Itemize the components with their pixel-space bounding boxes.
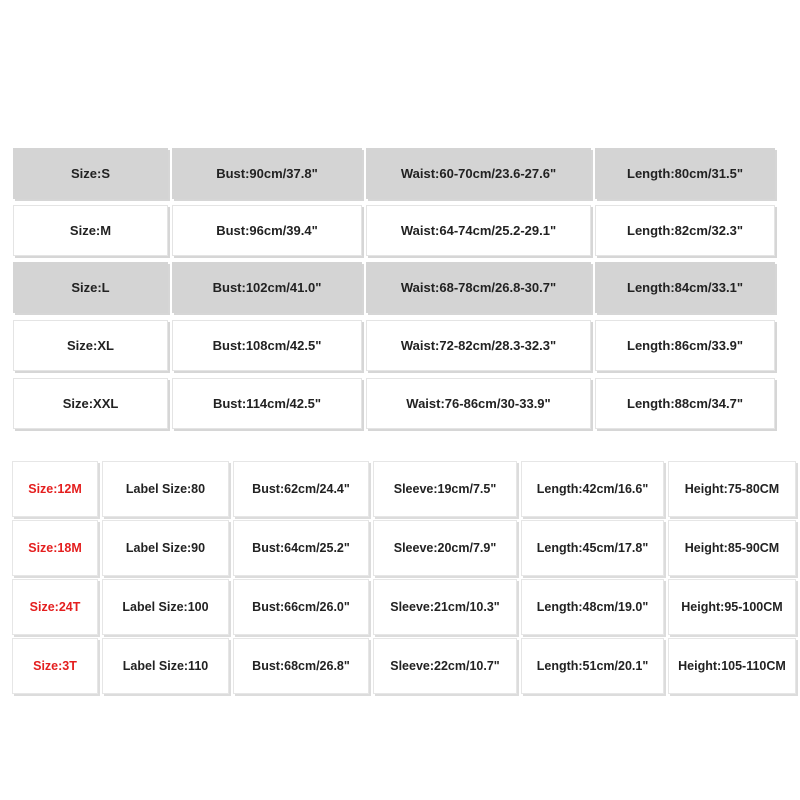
- adult-length-cell: Length:86cm/33.9": [595, 320, 775, 371]
- kids-label-size-cell: Label Size:110: [102, 638, 229, 694]
- adult-waist-cell: Waist:60-70cm/23.6-27.6": [366, 148, 591, 199]
- kids-length-cell: Length:45cm/17.8": [521, 520, 664, 576]
- adult-length-cell: Length:88cm/34.7": [595, 378, 775, 429]
- kids-sleeve-cell: Sleeve:20cm/7.9": [373, 520, 517, 576]
- kids-sleeve-cell: Sleeve:21cm/10.3": [373, 579, 517, 635]
- adult-bust-cell: Bust:108cm/42.5": [172, 320, 362, 371]
- adult-waist-cell: Waist:76-86cm/30-33.9": [366, 378, 591, 429]
- kids-bust-cell: Bust:64cm/25.2": [233, 520, 369, 576]
- kids-size-cell: Size:12M: [12, 461, 98, 517]
- kids-height-cell: Height:95-100CM: [668, 579, 796, 635]
- kids-bust-cell: Bust:68cm/26.8": [233, 638, 369, 694]
- kids-height-cell: Height:85-90CM: [668, 520, 796, 576]
- adult-bust-cell: Bust:102cm/41.0": [172, 262, 362, 313]
- kids-size-cell: Size:3T: [12, 638, 98, 694]
- adult-waist-cell: Waist:64-74cm/25.2-29.1": [366, 205, 591, 256]
- kids-length-cell: Length:51cm/20.1": [521, 638, 664, 694]
- adult-size-cell: Size:XL: [13, 320, 168, 371]
- kids-label-size-cell: Label Size:80: [102, 461, 229, 517]
- kids-height-cell: Height:105-110CM: [668, 638, 796, 694]
- kids-sleeve-cell: Sleeve:19cm/7.5": [373, 461, 517, 517]
- kids-bust-cell: Bust:66cm/26.0": [233, 579, 369, 635]
- kids-label-size-cell: Label Size:100: [102, 579, 229, 635]
- adult-length-cell: Length:80cm/31.5": [595, 148, 775, 199]
- kids-label-size-cell: Label Size:90: [102, 520, 229, 576]
- kids-size-cell: Size:18M: [12, 520, 98, 576]
- kids-length-cell: Length:42cm/16.6": [521, 461, 664, 517]
- adult-waist-cell: Waist:68-78cm/26.8-30.7": [366, 262, 591, 313]
- adult-size-cell: Size:S: [13, 148, 168, 199]
- adult-length-cell: Length:82cm/32.3": [595, 205, 775, 256]
- kids-height-cell: Height:75-80CM: [668, 461, 796, 517]
- adult-length-cell: Length:84cm/33.1": [595, 262, 775, 313]
- kids-sleeve-cell: Sleeve:22cm/10.7": [373, 638, 517, 694]
- kids-size-cell: Size:24T: [12, 579, 98, 635]
- adult-size-cell: Size:L: [13, 262, 168, 313]
- adult-bust-cell: Bust:114cm/42.5": [172, 378, 362, 429]
- adult-size-cell: Size:M: [13, 205, 168, 256]
- adult-bust-cell: Bust:90cm/37.8": [172, 148, 362, 199]
- kids-bust-cell: Bust:62cm/24.4": [233, 461, 369, 517]
- adult-bust-cell: Bust:96cm/39.4": [172, 205, 362, 256]
- adult-waist-cell: Waist:72-82cm/28.3-32.3": [366, 320, 591, 371]
- kids-length-cell: Length:48cm/19.0": [521, 579, 664, 635]
- adult-size-cell: Size:XXL: [13, 378, 168, 429]
